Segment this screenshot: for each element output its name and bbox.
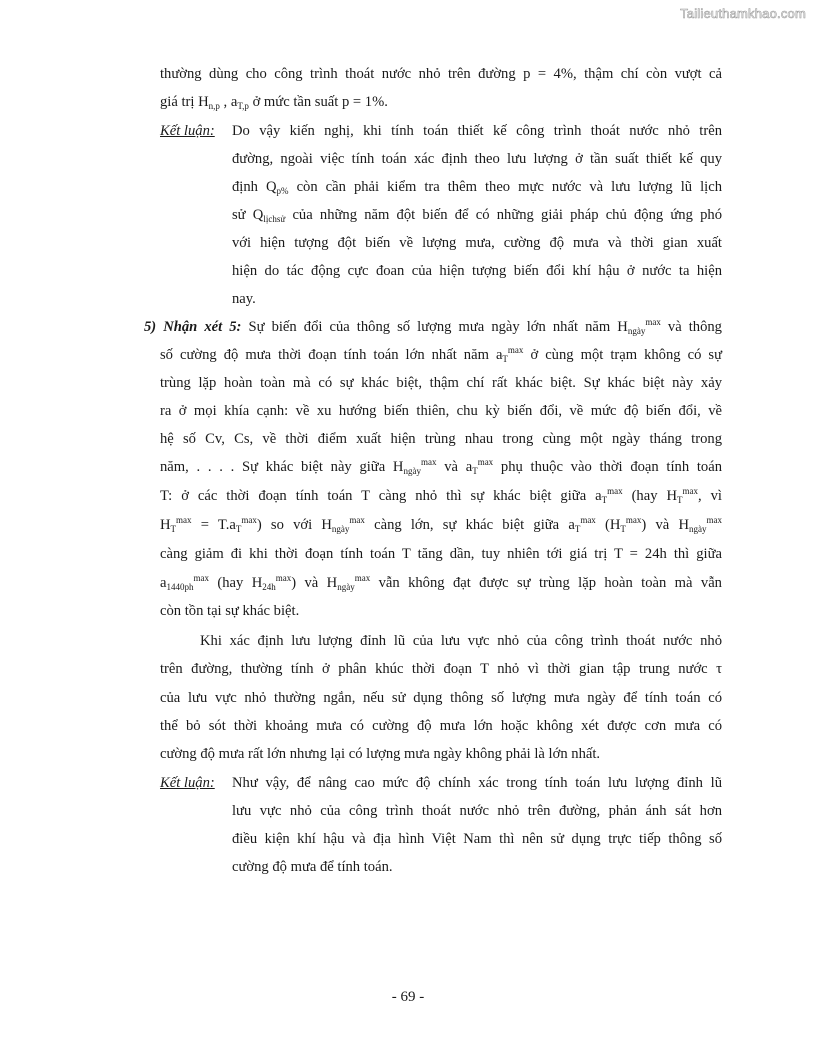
page-number: - 69 - [391,989,425,1005]
text-line: trùng lặp hoàn toàn mà có sự khác biệt, thậm chí rất khác biệt. Sự khác biệt này xảy [160,375,722,391]
text-line: lưu vực nhỏ của công trình thoát nước nhỏ trên đường, phản ánh sát hơn [232,803,722,819]
text-line: Do vậy kiến nghị, khi tính toán thiết kế công trình thoát nước nhỏ trên [232,123,722,139]
text-line: giá trị $H_{n,p}$ , $a_{T,p}$ ở mức tần suất p = 1%. [160,94,388,111]
watermark: Tailieuthamkhao.com [680,6,806,21]
text-line: của lưu vực nhỏ thường ngắn, nếu sử dụng thông số lượng mưa ngày để tính toán có [160,690,722,706]
conclusion-label: Kết luận: [160,123,215,139]
text-line: hiện do tác động cực đoan của hiện tượng biến đổi khí hậu ở nước ta hiện [232,263,722,279]
text-line: điều kiện khí hậu và địa hình Việt Nam thì nên sử dụng trực tiếp thông số [232,831,722,847]
text-line: $a_{1440ph}^{max}$ (hay $H_{24h}^{max}$) và $H_{ngày}^{max}$ vẫn không đạt được sự trùng lặp hoàn toàn mà vẫn [160,573,722,592]
text-line: T: ở các thời đoạn tính toán T càng nhỏ thì sự khác biệt giữa $a_T^{max}$ (hay $H_T^{max}$, vì [160,486,722,505]
text-line: 5) Nhận xét 5: Sự biến đổi của thông số lượng mưa ngày lớn nhất năm $H_{ngày}^{max}$ và thông [144,317,722,336]
text-line: với hiện tượng đột biến về lượng mưa, cường độ mưa và thời gian xuất [232,235,722,251]
text-line: $H_T^{max} = T.a_T^{max}$) so với $H_{ngày}^{max}$ càng lớn, sự khác biệt giữa $a_T^{max}$ $(H_T^{max})$ và $H_{ngày}^{max}$ [160,515,722,534]
text-line: Như vậy, để nâng cao mức độ chính xác trong tính toán lưu lượng đỉnh lũ [232,775,722,791]
conclusion-label: Kết luận: [160,775,215,791]
text-line: sử $Q_{lịchsử}$ của những năm đột biến để có những giải pháp chủ động ứng phó [232,207,722,224]
text-line: cường độ mưa rất lớn nhưng lại có lượng mưa ngày không phải là lớn nhất. [160,746,601,762]
text-line: trên đường, thường tính ở phân khúc thời đoạn T nhỏ vì thời gian tập trung nước τ [160,661,722,677]
text-line: thể bỏ sót thời khoảng mưa có cường độ mưa lớn hoặc không xét được cơn mưa có [160,718,722,734]
text-line: còn tồn tại sự khác biệt. [160,603,300,619]
text-line: hệ số Cv, Cs, về thời điểm xuất hiện trùng nhau trong cùng một ngày tháng trong [160,431,722,447]
text-line: càng giảm đi khi thời đoạn tính toán T tăng dần, tuy nhiên tới giá trị T = 24h thì giữa [160,546,722,562]
text-line: định $Q_{p\%}$ còn cần phải kiểm tra thêm theo mực nước và lưu lượng lũ lịch [232,179,723,196]
text-line: thường dùng cho công trình thoát nước nhỏ trên đường p = 4%, thậm chí còn vượt cả [160,66,722,82]
text-line: nay. [232,291,256,307]
section-heading: 5) Nhận xét 5: [144,319,242,335]
text-line: năm, . . . . Sự khác biệt này giữa $H_{ngày}^{max}$ và $a_T^{max}$ phụ thuộc vào thời đoạn tính toán [160,457,722,476]
text-line: Khi xác định lưu lượng đỉnh lũ của lưu vực nhỏ của công trình thoát nước nhỏ [200,633,722,649]
text-line: cường độ mưa để tính toán. [232,859,393,875]
text-line: đường, ngoài việc tính toán xác định theo lưu lượng ở tần suất thiết kế quy [232,151,722,167]
text-line: số cường độ mưa thời đoạn tính toán lớn nhất năm $a_T^{max}$ ở cùng một trạm không có sự [160,345,722,364]
text-line: ra ở mọi khía cạnh: về xu hướng biến thiên, chu kỳ biến đổi, về mức độ biến đổi, về [160,403,722,419]
